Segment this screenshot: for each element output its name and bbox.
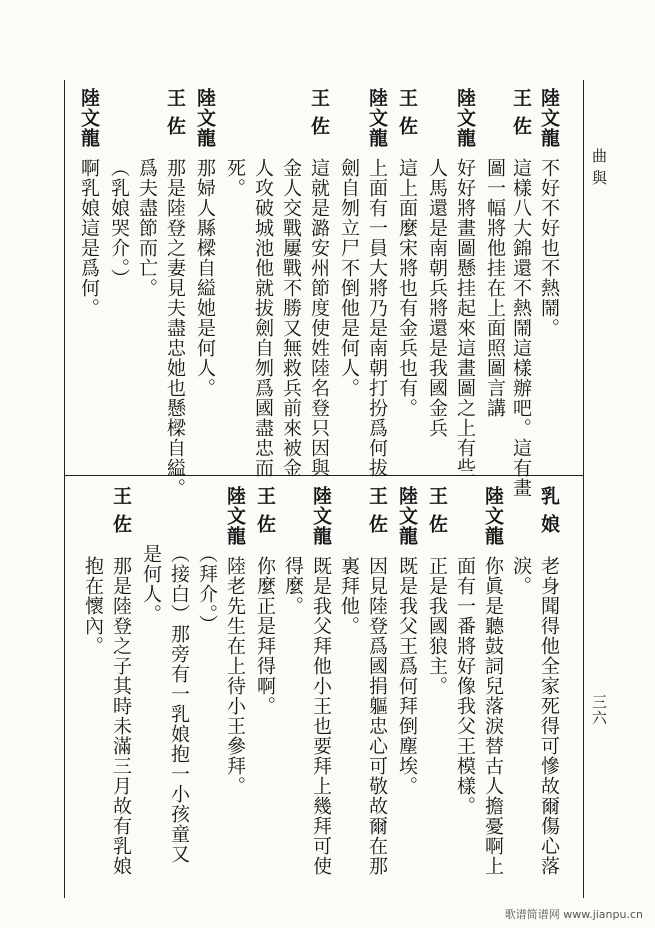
dialogue-line: 這就是潞安州節度使姓陸名登只因與: [308, 158, 330, 478]
speaker-label: 王 佐: [366, 486, 388, 534]
dialogue-line: 金人交戰屢戰不勝又無救兵前來被金: [280, 158, 302, 478]
header-title: 曲 與: [590, 148, 608, 186]
speaker-label: 陸文龍: [224, 486, 246, 546]
dialogue-line: （接白）那旁有一乳娘抱一小孩童又: [168, 544, 190, 864]
dialogue-line: 爲夫盡節而亡。: [136, 158, 158, 298]
dialogue-line: 裏拜他。: [338, 556, 360, 636]
page-number: 三六: [590, 694, 608, 726]
stage-direction: （拜介。）: [196, 544, 218, 635]
dialogue-line: 圖一幅將他挂在上面照圖言講: [484, 158, 506, 418]
dialogue-line: 老身聞得他全家死得可慘故爾傷心落: [538, 556, 560, 876]
speaker-label: 王 佐: [308, 88, 330, 136]
dialogue-line: 這樣八大錦還不熱鬧這樣辦吧。這有畫: [510, 158, 532, 498]
dialogue-line: 那是陸登之子其時未滿三月故有乳娘: [110, 556, 132, 876]
dialogue-line: 你麼正是拜得啊。: [254, 556, 276, 716]
speaker-label: 陸文龍: [538, 88, 560, 148]
speaker-label: 王 佐: [254, 486, 276, 534]
dialogue-line: 人攻破城池他就拔劍自刎爲國盡忠而: [252, 158, 274, 478]
dialogue-line: 抱在懷內。: [82, 556, 104, 656]
dialogue-line: 得麼。: [282, 556, 304, 616]
stage-direction: （乳娘哭介。）: [108, 158, 130, 289]
speaker-label: 陸文龍: [78, 88, 100, 148]
dialogue-line: 你眞是聽鼓詞兒落淚替古人擔憂啊上: [482, 556, 504, 876]
dialogue-line: 陸老先生在上待小王參拜。: [224, 556, 246, 796]
dialogue-line: 劍自刎立尸不倒他是何人。: [338, 158, 360, 398]
speaker-label: 陸文龍: [454, 88, 476, 148]
speaker-label: 陸文龍: [194, 88, 216, 148]
speaker-label: 王 佐: [426, 486, 448, 534]
dialogue-line: 既是我父王爲何拜倒塵埃。: [396, 556, 418, 796]
dialogue-line: 那婦人縣樑自縊她是何人。: [194, 158, 216, 398]
dialogue-line: 好好將畫圖懸挂起來這畫圖之上有些: [454, 158, 476, 478]
dialogue-line: 正是我國狼主。: [426, 556, 448, 696]
dialogue-line: 人馬還是南朝兵將還是我國金兵: [426, 158, 448, 438]
speaker-label: 王 佐: [110, 486, 132, 534]
watermark: 歌谱简谱网 www.jianpu.cn: [504, 908, 643, 921]
dialogue-line: 啊乳娘這是爲何。: [78, 158, 100, 318]
speaker-label: 陸文龍: [366, 88, 388, 148]
speaker-label: 乳 娘: [538, 486, 560, 534]
dialogue-line: 不好不好也不熱鬧。: [538, 158, 560, 338]
speaker-label: 王 佐: [510, 88, 532, 136]
dialogue-line: 因見陸登爲國捐軀忠心可敬故爾在那: [366, 556, 388, 876]
dialogue-line: 是何人。: [140, 544, 162, 624]
speaker-label: 陸文龍: [310, 486, 332, 546]
dialogue-line: 死。: [224, 158, 246, 198]
speaker-label: 陸文龍: [482, 486, 504, 546]
speaker-label: 王 佐: [164, 88, 186, 136]
dialogue-line: 上面有一員大將乃是南朝打扮爲何拔: [366, 158, 388, 478]
dialogue-line: 那是陸登之妻見夫盡忠她也懸樑自縊。: [164, 158, 186, 498]
dialogue-line: 面有一番將好像我父王模樣。: [454, 556, 476, 816]
dialogue-line: 淚。: [510, 556, 532, 596]
speaker-label: 陸文龍: [396, 486, 418, 546]
dialogue-line: 既是我父拜他小王也要拜上幾拜可使: [310, 556, 332, 876]
speaker-label: 王 佐: [396, 88, 418, 136]
dialogue-line: 這上面麼宋將也有金兵也有。: [396, 158, 418, 418]
